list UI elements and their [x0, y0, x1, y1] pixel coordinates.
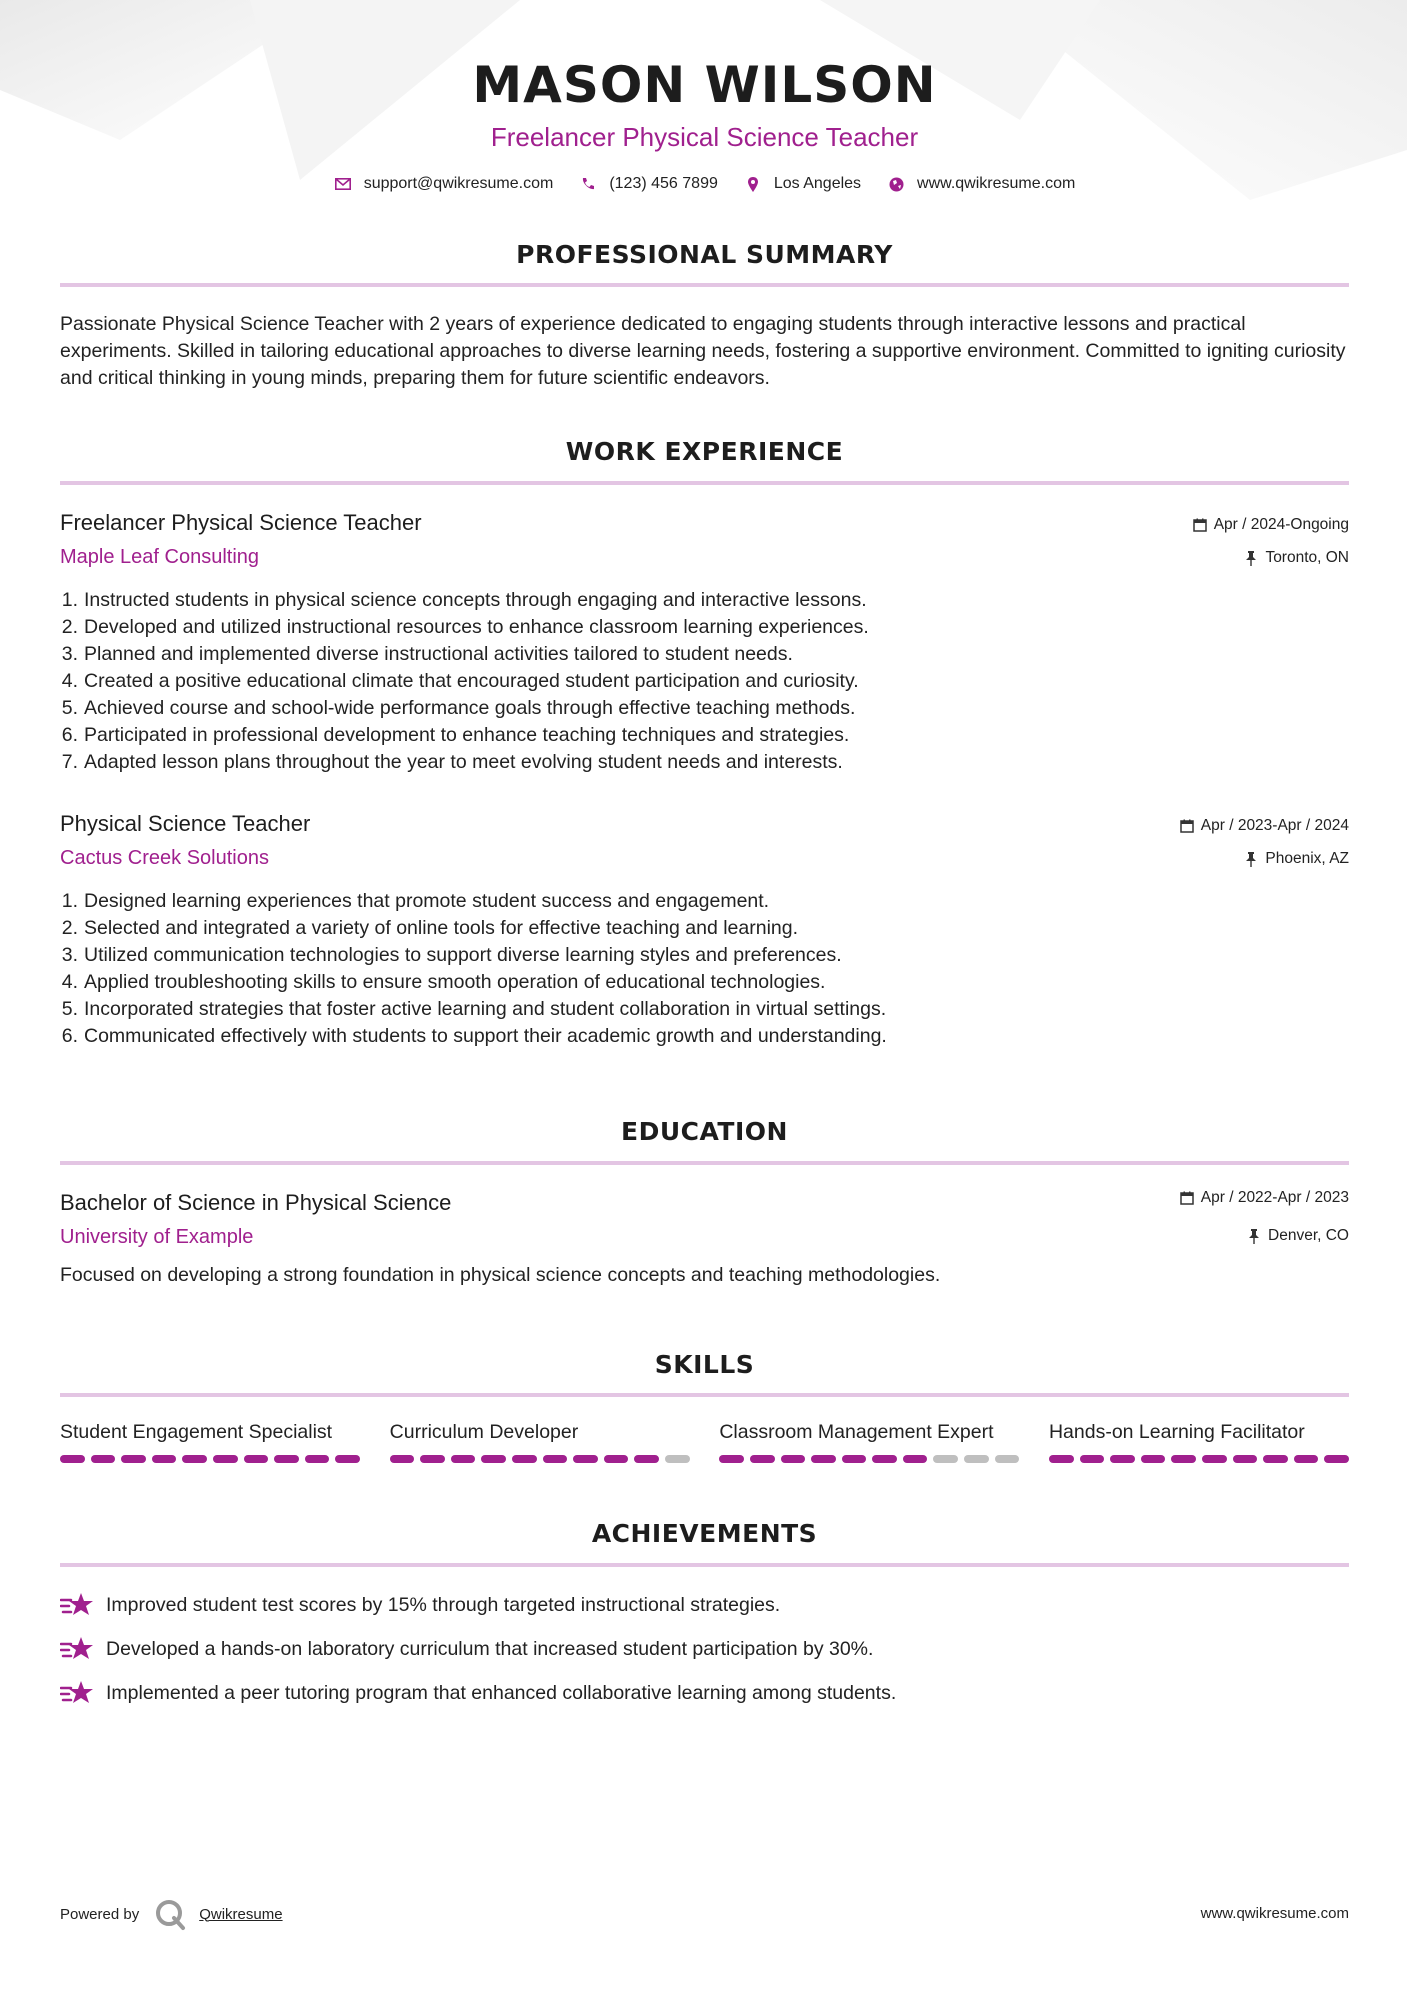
list-number: 3. — [61, 944, 78, 966]
skill-segment-filled — [213, 1455, 238, 1463]
education-heading: EDUCATION — [621, 1117, 788, 1146]
contact-email[interactable] — [334, 175, 554, 193]
degree-title: Bachelor of Science in Physical Science — [60, 1190, 452, 1215]
resume-page — [60, 0, 1349, 1990]
skill-segment-filled — [60, 1455, 85, 1463]
skills-divider — [60, 1393, 1349, 1397]
job-dates — [1179, 817, 1349, 835]
skill-segment-filled — [1049, 1455, 1074, 1463]
skill-segment-empty — [665, 1455, 690, 1463]
list-text: Participated in professional development to enhance teaching techniques and strategies. — [84, 724, 850, 746]
contact-email-text: support@qwikresume.com — [363, 175, 554, 192]
skill-segment-filled — [1080, 1455, 1105, 1463]
skill-segment-filled — [1324, 1455, 1349, 1463]
list-number: 2. — [61, 616, 78, 638]
list-item — [60, 1671, 1349, 1715]
job-title: Freelancer Physical Science Teacher — [60, 510, 422, 535]
skill-segment-filled — [543, 1455, 568, 1463]
skill-segment-filled — [781, 1455, 806, 1463]
phone-icon — [579, 175, 597, 193]
list-text: Applied troubleshooting skills to ensure smooth operation of educational technologies. — [84, 971, 826, 993]
list-number: 4. — [61, 971, 78, 993]
skill-level-bar — [60, 1455, 360, 1463]
contact-location-text: Los Angeles — [773, 175, 862, 192]
skill-item — [60, 1421, 360, 1463]
list-text: Communicated effectively with students to support their academic growth and understanding. — [84, 1025, 887, 1047]
shooting-star-icon — [60, 1679, 94, 1707]
list-text: Developed and utilized instructional resources to enhance classroom learning experiences. — [84, 616, 869, 638]
achievements-list — [60, 1583, 1349, 1715]
list-number: 5. — [61, 998, 78, 1020]
skill-item — [719, 1421, 1019, 1463]
list-text: Created a positive educational climate that encouraged student participation and curiosity. — [84, 670, 859, 692]
summary-text: Passionate Physical Science Teacher with 2 years of experience dedicated to engaging students through interactive lessons and practical experiments. Skilled in tailoring educational approaches to diverse learning needs, fostering a supportive environment. Committed to igniting curiosity and critical thinking in young minds, preparing them for future scientific endeavors. — [60, 313, 1346, 389]
list-text: Incorporated strategies that foster active learning and student collaboration in virtual settings. — [84, 998, 887, 1020]
skill-segment-filled — [451, 1455, 476, 1463]
list-number: 4. — [61, 670, 78, 692]
education-dates-text: Apr / 2022-Apr / 2023 — [1200, 1189, 1349, 1206]
skill-segment-filled — [1171, 1455, 1196, 1463]
list-item — [60, 888, 1160, 915]
list-number: 3. — [61, 643, 78, 665]
shooting-star-icon — [60, 1591, 94, 1619]
footer-powered-by — [60, 1897, 283, 1931]
skill-segment-filled — [152, 1455, 177, 1463]
job-location — [1243, 850, 1349, 868]
skill-segment-filled — [244, 1455, 269, 1463]
job-company: Cactus Creek Solutions — [60, 847, 269, 869]
skill-item — [390, 1421, 690, 1463]
skill-segment-filled — [512, 1455, 537, 1463]
list-text: Achieved course and school-wide performance goals through effective teaching methods. — [84, 697, 856, 719]
calendar-icon — [1192, 517, 1208, 533]
education-location-text: Denver, CO — [1268, 1227, 1349, 1244]
skill-segment-filled — [1263, 1455, 1288, 1463]
list-item — [60, 641, 1160, 668]
skill-segment-filled — [604, 1455, 629, 1463]
job-company: Maple Leaf Consulting — [60, 546, 260, 568]
envelope-icon — [334, 175, 352, 193]
list-item — [60, 668, 1160, 695]
experience-divider — [60, 481, 1349, 485]
calendar-icon — [1179, 818, 1195, 834]
job-dates-text: Apr / 2023-Apr / 2024 — [1200, 817, 1349, 834]
skill-segment-filled — [335, 1455, 360, 1463]
skill-level-bar — [1049, 1455, 1349, 1463]
globe-icon — [887, 175, 905, 193]
skill-segment-filled — [1294, 1455, 1319, 1463]
skill-segment-filled — [1202, 1455, 1227, 1463]
achievements-divider — [60, 1563, 1349, 1567]
skill-item — [1049, 1421, 1349, 1463]
list-text: Adapted lesson plans throughout the year to meet evolving student needs and interests. — [84, 751, 843, 773]
summary-divider — [60, 283, 1349, 287]
list-text: Designed learning experiences that promote student success and engagement. — [84, 890, 770, 912]
education-description: Focused on developing a strong foundation in physical science concepts and teaching methodologies. — [60, 1264, 941, 1286]
contact-phone-text: (123) 456 7899 — [609, 175, 718, 192]
summary-heading: PROFESSIONAL SUMMARY — [516, 240, 893, 269]
list-text: Selected and integrated a variety of online tools for effective teaching and learning. — [84, 917, 799, 939]
list-number: 2. — [61, 917, 78, 939]
pushpin-icon — [1243, 550, 1259, 566]
list-text: Planned and implemented diverse instructional activities tailored to student needs. — [84, 643, 793, 665]
list-number: 6. — [61, 724, 78, 746]
job-dates-text: Apr / 2024-Ongoing — [1213, 516, 1349, 533]
skill-segment-filled — [719, 1455, 744, 1463]
list-item — [60, 915, 1160, 942]
achievement-text: Improved student test scores by 15% through targeted instructional strategies. — [106, 1593, 781, 1616]
skill-segment-empty — [933, 1455, 958, 1463]
achievement-text: Implemented a peer tutoring program that enhanced collaborative learning among students. — [106, 1681, 897, 1704]
list-item — [60, 942, 1160, 969]
contact-bar — [60, 175, 1349, 193]
skill-segment-filled — [1141, 1455, 1166, 1463]
skill-segment-filled — [750, 1455, 775, 1463]
job-title: Physical Science Teacher — [60, 811, 311, 836]
shooting-star-icon — [60, 1635, 94, 1663]
skill-segment-filled — [811, 1455, 836, 1463]
pushpin-icon — [1243, 851, 1259, 867]
skill-segment-filled — [305, 1455, 330, 1463]
list-number: 7. — [61, 751, 78, 773]
job-dates — [1192, 516, 1349, 534]
list-number: 5. — [61, 697, 78, 719]
education-location — [1246, 1227, 1349, 1245]
list-text: Utilized communication technologies to support diverse learning styles and preferences. — [84, 944, 842, 966]
contact-location — [744, 175, 861, 193]
achievement-text: Developed a hands-on laboratory curriculum that increased student participation by 30%. — [106, 1637, 874, 1660]
skill-segment-empty — [995, 1455, 1020, 1463]
list-item — [60, 722, 1160, 749]
skill-level-bar — [390, 1455, 690, 1463]
skill-segment-filled — [481, 1455, 506, 1463]
skill-name: Curriculum Developer — [389, 1421, 579, 1443]
education-divider — [60, 1161, 1349, 1165]
pushpin-icon — [1246, 1228, 1262, 1244]
skill-level-bar — [719, 1455, 1019, 1463]
calendar-icon — [1179, 1190, 1195, 1206]
candidate-name: MASON WILSON — [472, 56, 937, 114]
list-item — [60, 587, 1160, 614]
achievements-heading: ACHIEVEMENTS — [591, 1519, 818, 1548]
school-name: University of Example — [60, 1226, 254, 1248]
experience-heading: WORK EXPERIENCE — [565, 437, 844, 466]
job-location-text: Toronto, ON — [1265, 549, 1349, 566]
list-item — [60, 969, 1160, 996]
list-item — [60, 996, 1160, 1023]
list-number: 6. — [61, 1025, 78, 1047]
skill-segment-filled — [872, 1455, 897, 1463]
qwikresume-logo-icon — [153, 1897, 187, 1931]
skill-segment-filled — [420, 1455, 445, 1463]
list-item — [60, 695, 1160, 722]
footer-website[interactable]: www.qwikresume.com — [1200, 1905, 1349, 1922]
job-location — [1243, 549, 1349, 567]
list-number: 1. — [61, 890, 78, 912]
list-item — [60, 614, 1160, 641]
skill-segment-filled — [91, 1455, 116, 1463]
candidate-title: Freelancer Physical Science Teacher — [490, 122, 919, 152]
powered-by-label: Powered by — [60, 1905, 140, 1923]
list-item — [60, 749, 1160, 776]
skill-segment-filled — [1110, 1455, 1135, 1463]
contact-phone[interactable] — [579, 175, 718, 193]
contact-website-text: www.qwikresume.com — [917, 175, 1076, 192]
list-text: Instructed students in physical science concepts through engaging and interactive lessons. — [84, 589, 867, 611]
skill-name: Student Engagement Specialist — [60, 1421, 333, 1443]
skill-segment-filled — [274, 1455, 299, 1463]
job-responsibilities — [60, 888, 1160, 1050]
skill-name: Classroom Management Expert — [719, 1421, 994, 1443]
qwikresume-link[interactable]: Qwikresume — [199, 1905, 283, 1923]
list-item — [60, 1023, 1160, 1050]
skill-segment-filled — [390, 1455, 415, 1463]
job-location-text: Phoenix, AZ — [1265, 850, 1349, 867]
job-responsibilities — [60, 587, 1160, 776]
skill-segment-filled — [182, 1455, 207, 1463]
skills-list — [60, 1421, 1349, 1463]
contact-website[interactable] — [887, 175, 1075, 193]
list-item — [60, 1627, 1349, 1671]
skill-segment-filled — [573, 1455, 598, 1463]
skill-name: Hands-on Learning Facilitator — [1048, 1421, 1305, 1443]
list-item — [60, 1583, 1349, 1627]
education-dates — [1179, 1189, 1349, 1207]
skill-segment-filled — [121, 1455, 146, 1463]
skill-segment-filled — [634, 1455, 659, 1463]
map-pin-icon — [744, 175, 762, 193]
skills-heading: SKILLS — [654, 1350, 755, 1379]
skill-segment-filled — [842, 1455, 867, 1463]
skill-segment-empty — [964, 1455, 989, 1463]
skill-segment-filled — [903, 1455, 928, 1463]
list-number: 1. — [61, 589, 78, 611]
skill-segment-filled — [1233, 1455, 1258, 1463]
